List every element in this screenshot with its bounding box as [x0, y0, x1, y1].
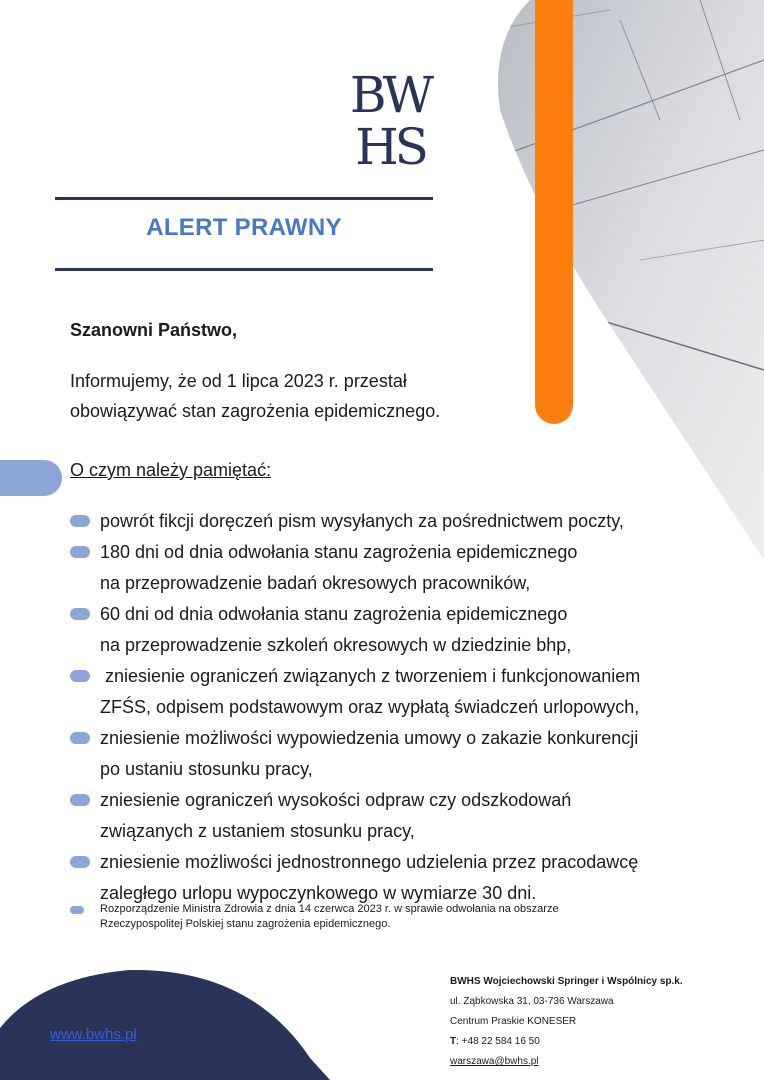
phone-line [450, 1032, 683, 1052]
footnote-line: Rzeczypospolitej Polskiej stanu zagrożenia epidemicznego. [100, 918, 391, 930]
company-name: BWHS Wojciechowski Springer i Wspólnicy sp.k. [450, 976, 683, 987]
phone-label: T [450, 1036, 457, 1047]
footer-navy-shape [0, 968, 330, 1080]
bullet-icon [70, 794, 90, 806]
intro-line: Informujemy, że od 1 lipca 2023 r. przestał [70, 371, 407, 391]
footnote-line: Rozporządzenie Ministra Zdrowia z dnia 14 czerwca 2023 r. w sprawie odwołania na obszarze [100, 903, 559, 915]
list-item-text: na przeprowadzenie szkoleń okresowych w dziedzinie bhp, [100, 635, 572, 655]
list-item [70, 599, 730, 661]
list-item-text: ZFŚS, odpisem podstawowym oraz wypłatą świadczeń urlopowych, [100, 697, 640, 717]
contact-block [450, 972, 683, 1072]
email-link[interactable]: warszawa@bwhs.pl [450, 1056, 539, 1067]
list-item-text: zaległego urlopu wypoczynkowego w wymiarze 30 dni. [100, 883, 537, 903]
bullet-icon [70, 608, 90, 620]
title-bottom-rule [55, 268, 433, 271]
list-item-text: zniesienie ograniczeń związanych z tworzeniem i funkcjonowaniem [100, 666, 641, 686]
bwhs-logo [335, 66, 445, 170]
address-building: Centrum Praskie KONESER [450, 1016, 577, 1027]
section-heading: O czym należy pamiętać: [70, 460, 272, 480]
list-item [70, 661, 730, 723]
side-tab-decoration [0, 460, 62, 496]
list-item-text: związanych z ustaniem stosunku pracy, [100, 821, 415, 841]
list-item-text: na przeprowadzenie badań okresowych pracowników, [100, 573, 531, 593]
bullet-icon [70, 732, 90, 744]
list-item [70, 537, 730, 599]
list-item-text: po ustaniu stosunku pracy, [100, 759, 313, 779]
phone-number: : +48 22 584 16 50 [456, 1036, 540, 1047]
list-item-text: 180 dni od dnia odwołania stanu zagrożenia epidemicznego [100, 542, 578, 562]
list-item-text: 60 dni od dnia odwołania stanu zagrożenia epidemicznego [100, 604, 568, 624]
list-item [70, 723, 730, 785]
list-item-text: zniesienie możliwości jednostronnego udzielenia przez pracodawcę [100, 852, 639, 872]
list-item-text: zniesienie możliwości wypowiedzenia umowy o zakazie konkurencji [100, 728, 639, 748]
svg-text:BW: BW [349, 66, 431, 124]
intro-paragraph [70, 366, 530, 426]
list-item [70, 506, 730, 537]
bullet-icon [70, 670, 90, 682]
bullet-icon [70, 906, 84, 914]
reminder-list [70, 506, 730, 909]
intro-line: obowiązywać stan zagrożenia epidemicznego. [70, 401, 441, 421]
legal-footnote [70, 902, 700, 932]
list-item-text: zniesienie ograniczeń wysokości odpraw czy odszkodowań [100, 790, 572, 810]
website-link[interactable]: www.bwhs.pl [50, 1026, 137, 1043]
page-title: ALERT PRAWNY [146, 214, 342, 241]
list-item [70, 785, 730, 847]
list-item-text: powrót fikcji doręczeń pism wysyłanych za pośrednictwem poczty, [100, 511, 624, 531]
address-street: ul. Ząbkowska 31, 03-736 Warszawa [450, 996, 614, 1007]
bullet-icon [70, 546, 90, 558]
greeting: Szanowni Państwo, [70, 320, 238, 340]
svg-text:HS: HS [355, 118, 425, 170]
list-item [70, 847, 730, 909]
orange-accent-bar [535, 0, 573, 424]
bullet-icon [70, 515, 90, 527]
bullet-icon [70, 856, 90, 868]
title-top-rule [55, 197, 433, 200]
architecture-photo [490, 0, 764, 560]
